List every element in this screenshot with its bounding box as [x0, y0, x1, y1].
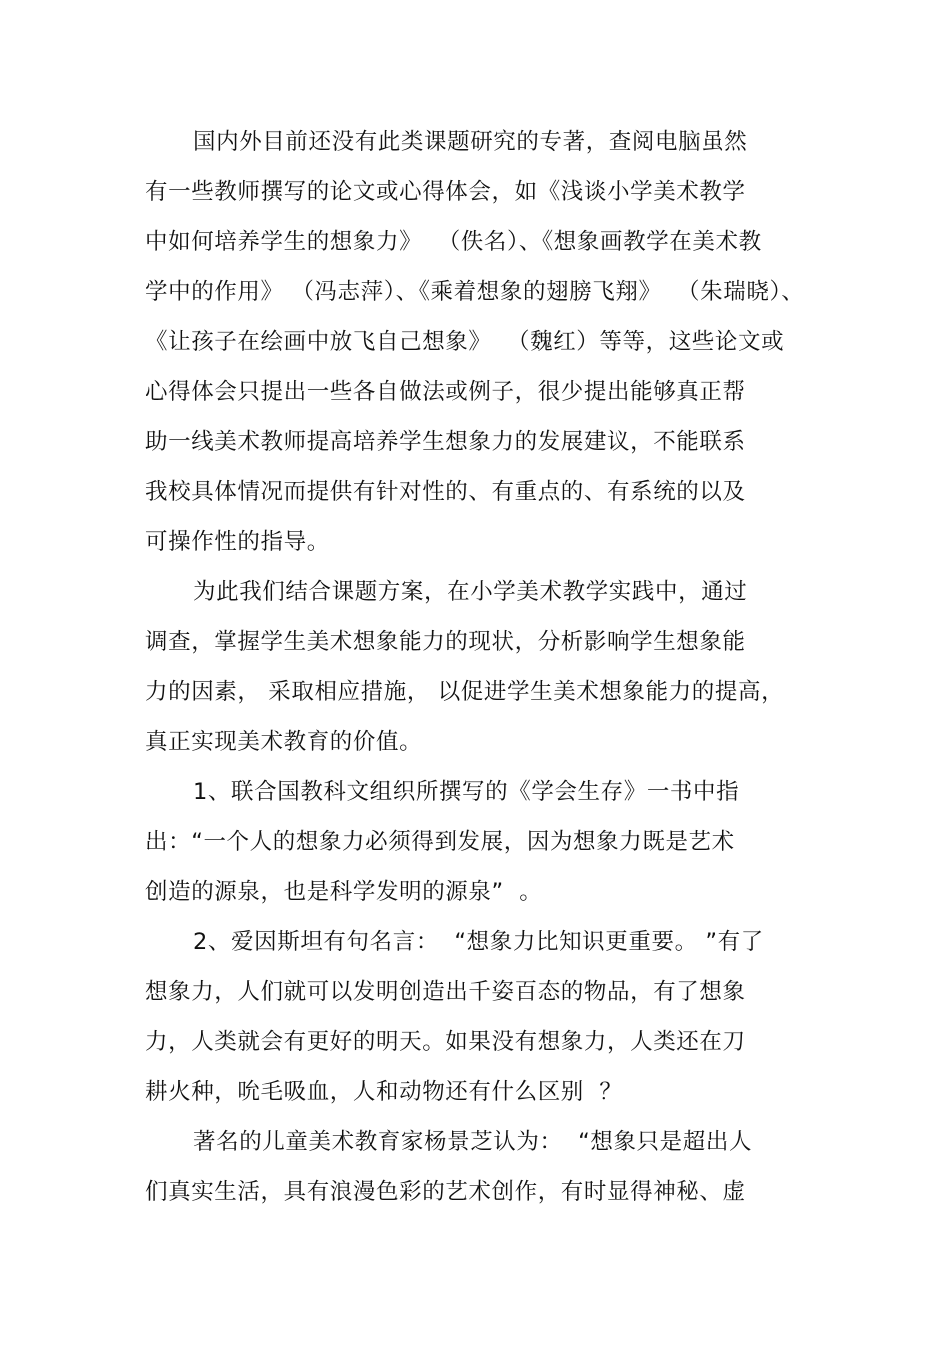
text-line: 2、爱因斯坦有句名言： “想象力比知识更重要。 ”有了	[193, 929, 764, 955]
text-line: 耕火种，吮毛吸血，人和动物还有什么区别 ？	[145, 1079, 623, 1105]
text-line: 有一些教师撰写的论文或心得体会，如《浅谈小学美术教学	[145, 179, 746, 205]
text-line: 们真实生活，具有浪漫色彩的艺术创作，有时显得神秘、虚	[145, 1179, 746, 1205]
text-line: 中如何培养学生的想象力》 （佚名）、《想象画教学在美术教	[145, 229, 762, 255]
text-line: 《让孩子在绘画中放飞自己想象》 （魏红）等等，这些论文或	[145, 329, 785, 355]
text-line: 心得体会只提出一些各自做法或例子，很少提出能够真正帮	[145, 379, 746, 405]
text-line: 力，人类就会有更好的明天。如果没有想象力，人类还在刀	[145, 1029, 746, 1055]
text-line: 可操作性的指导。	[145, 529, 330, 555]
text-line: 助一线美术教师提高培养学生想象力的发展建议，不能联系	[145, 429, 746, 455]
text-line: 想象力，人们就可以发明创造出千姿百态的物品，有了想象	[145, 979, 746, 1005]
text-line: 力的因素， 采取相应措施， 以促进学生美术想象能力的提高，	[145, 679, 785, 705]
text-line: 国内外目前还没有此类课题研究的专著，查阅电脑虽然	[193, 129, 748, 155]
text-line: 为此我们结合课题方案，在小学美术教学实践中，通过	[193, 579, 748, 605]
text-line: 出：“一个人的想象力必须得到发展，因为想象力既是艺术	[145, 829, 735, 855]
text-line: 真正实现美术教育的价值。	[145, 729, 423, 755]
text-line: 学中的作用》 （冯志萍）、《乘着想象的翅膀飞翔》 （朱瑞晓）、	[145, 279, 805, 305]
text-line: 1、联合国教科文组织所撰写的《学会生存》一书中指	[193, 779, 740, 805]
text-line: 创造的源泉，也是科学发明的源泉” 。	[145, 879, 543, 905]
text-line: 我校具体情况而提供有针对性的、有重点的、有系统的以及	[145, 479, 746, 505]
text-line: 调查，掌握学生美术想象能力的现状，分析影响学生想象能	[145, 629, 746, 655]
text-line: 著名的儿童美术教育家杨景芝认为： “想象只是超出人	[193, 1129, 753, 1155]
